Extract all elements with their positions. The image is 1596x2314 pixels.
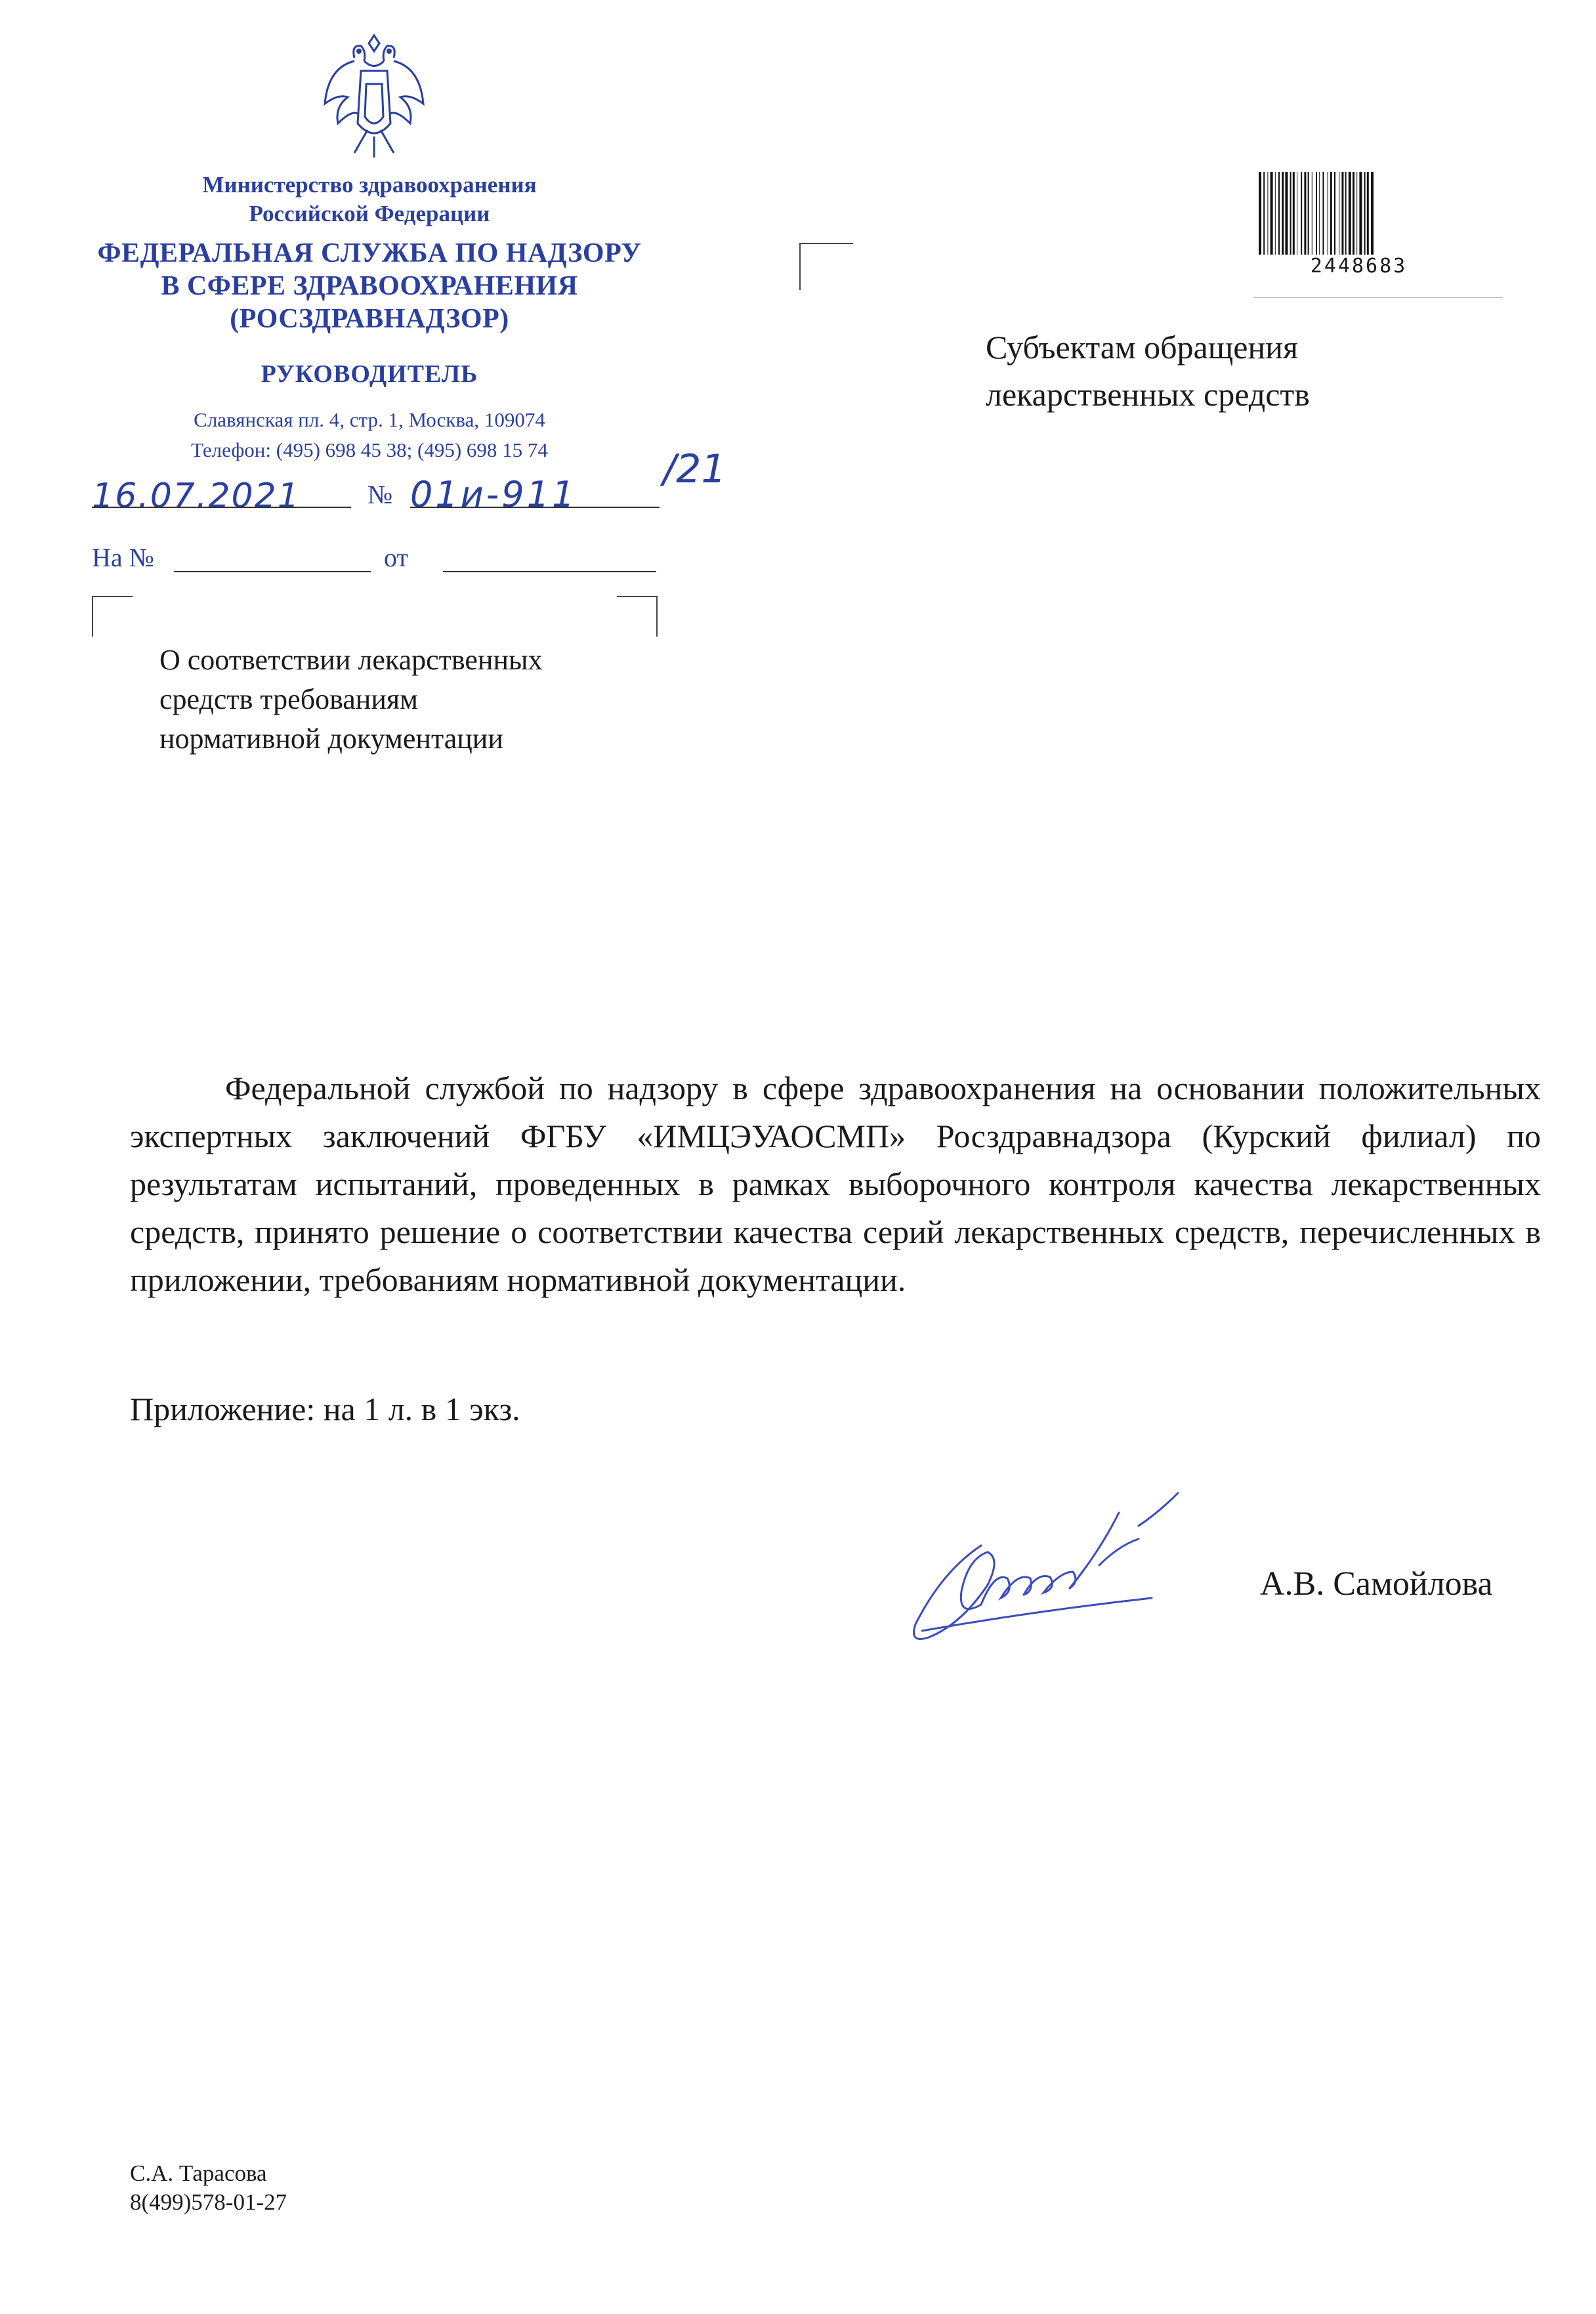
handwritten-signature — [902, 1473, 1270, 1670]
service-name-line2: В СФЕРЕ ЗДРАВООХРАНЕНИЯ — [161, 271, 578, 301]
reply-number-blank — [174, 571, 371, 572]
addressee-line2: лекарственных средств — [986, 376, 1310, 413]
reply-from-label: от — [384, 543, 408, 572]
body-paragraph: Федеральной службой по надзору в сфере здравоохранения на основании положительных экспертных заключений ФГБУ «ИМЦЭУАОСМП» Росздравнадзора (Курский филиал) по результатам испытаний, проведенных в рамках выборочного контроля качества лекарственных средств, принято решение о соответствии качества серий лекарственных средств, перечисленных в приложении, требованиям нормативной документации. — [130, 1070, 1541, 1298]
addressee-line1: Субъектам обращения — [986, 329, 1298, 366]
service-name-line3: (РОСЗДРАВНАДЗОР) — [230, 304, 509, 334]
reply-date-blank — [443, 571, 656, 572]
corner-mark-right — [617, 596, 658, 637]
ministry-name-line1: Министерство здравоохранения — [202, 172, 537, 198]
date-underline — [92, 507, 351, 508]
barcode-number: 2448683 — [1310, 255, 1408, 278]
corner-mark-left — [92, 596, 133, 637]
registration-date: 16.07.2021 — [92, 476, 301, 516]
subject-line1: О соответствии лекарственных — [159, 644, 543, 676]
double-headed-eagle-emblem-icon — [315, 32, 433, 163]
reply-number-label: На № — [92, 543, 154, 572]
barcode-rule — [1253, 297, 1503, 298]
registration-number: 01и-911 — [410, 474, 578, 515]
attachment-note: Приложение: на 1 л. в 1 экз. — [130, 1391, 520, 1427]
head-title: РУКОВОДИТЕЛЬ — [261, 360, 478, 388]
number-underline — [410, 507, 660, 508]
executor-phone: 8(499)578-01-27 — [130, 2189, 287, 2215]
subject-line2: средств требованиям — [159, 683, 418, 715]
corner-mark-addressee — [799, 243, 853, 290]
registration-number-suffix: /21 — [663, 446, 726, 492]
barcode — [1259, 172, 1459, 255]
signer-name: А.В. Самойлова — [1260, 1565, 1493, 1603]
address: Славянская пл. 4, стр. 1, Москва, 109074 — [194, 408, 545, 431]
service-name-line1: ФЕДЕРАЛЬНАЯ СЛУЖБА ПО НАДЗОРУ — [97, 238, 642, 268]
executor-name: С.А. Тарасова — [130, 2160, 267, 2186]
number-sign: № — [368, 480, 393, 509]
ministry-name-line2: Российской Федерации — [249, 201, 490, 226]
subject-line3: нормативной документации — [159, 723, 503, 755]
phones: Телефон: (495) 698 45 38; (495) 698 15 74 — [191, 438, 548, 461]
